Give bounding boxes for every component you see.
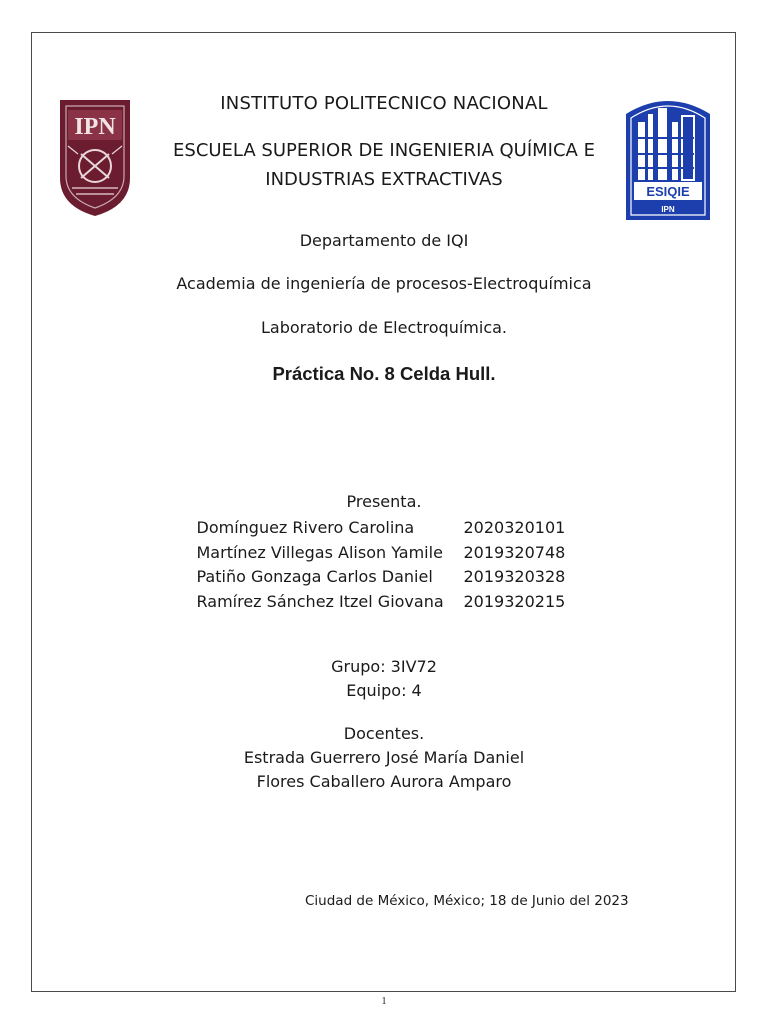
department: Departamento de IQI xyxy=(299,231,469,250)
teacher-name: Flores Caballero Aurora Amparo xyxy=(256,772,512,791)
members-list xyxy=(0,516,768,614)
school-name-line-1: ESCUELA SUPERIOR DE INGENIERIA QUÍMICA E xyxy=(173,140,595,161)
member-id: 2019320748 xyxy=(463,542,566,562)
school-name xyxy=(0,136,768,194)
institute-name: INSTITUTO POLITECNICO NACIONAL xyxy=(220,93,548,114)
presenta-label: Presenta. xyxy=(346,492,422,511)
document-title: Práctica No. 8 Celda Hull. xyxy=(272,363,496,384)
member-id: 2019320215 xyxy=(463,591,566,611)
svg-text:IPN: IPN xyxy=(661,205,675,214)
member-row xyxy=(197,541,572,566)
member-row xyxy=(197,565,572,590)
teachers-label: Docentes. xyxy=(343,724,425,743)
member-name: Ramírez Sánchez Itzel Giovana xyxy=(196,591,444,611)
member-id: 2019320328 xyxy=(463,567,566,586)
member-name: Martínez Villegas Alison Yamile xyxy=(196,542,443,562)
academy: Academia de ingeniería de procesos-Electroquímica xyxy=(176,274,592,293)
page-number: 1 xyxy=(381,996,387,1007)
member-id: 2020320101 xyxy=(463,518,566,537)
school-name-line-2: INDUSTRIAS EXTRACTIVAS xyxy=(265,169,503,190)
member-name: Patiño Gonzaga Carlos Daniel xyxy=(196,567,433,586)
svg-text:IPN: IPN xyxy=(74,114,116,140)
group-label: Grupo: 3IV72 xyxy=(331,657,437,676)
member-row xyxy=(197,590,572,615)
team-label: Equipo: 4 xyxy=(346,681,422,700)
member-name: Domínguez Rivero Carolina xyxy=(196,518,415,537)
laboratory: Laboratorio de Electroquímica. xyxy=(260,318,508,337)
member-row xyxy=(197,516,572,541)
teacher-name: Estrada Guerrero José María Daniel xyxy=(243,748,525,767)
place-and-date: Ciudad de México, México; 18 de Junio del 2023 xyxy=(305,893,629,909)
svg-text:ESIQIE: ESIQIE xyxy=(646,184,690,199)
